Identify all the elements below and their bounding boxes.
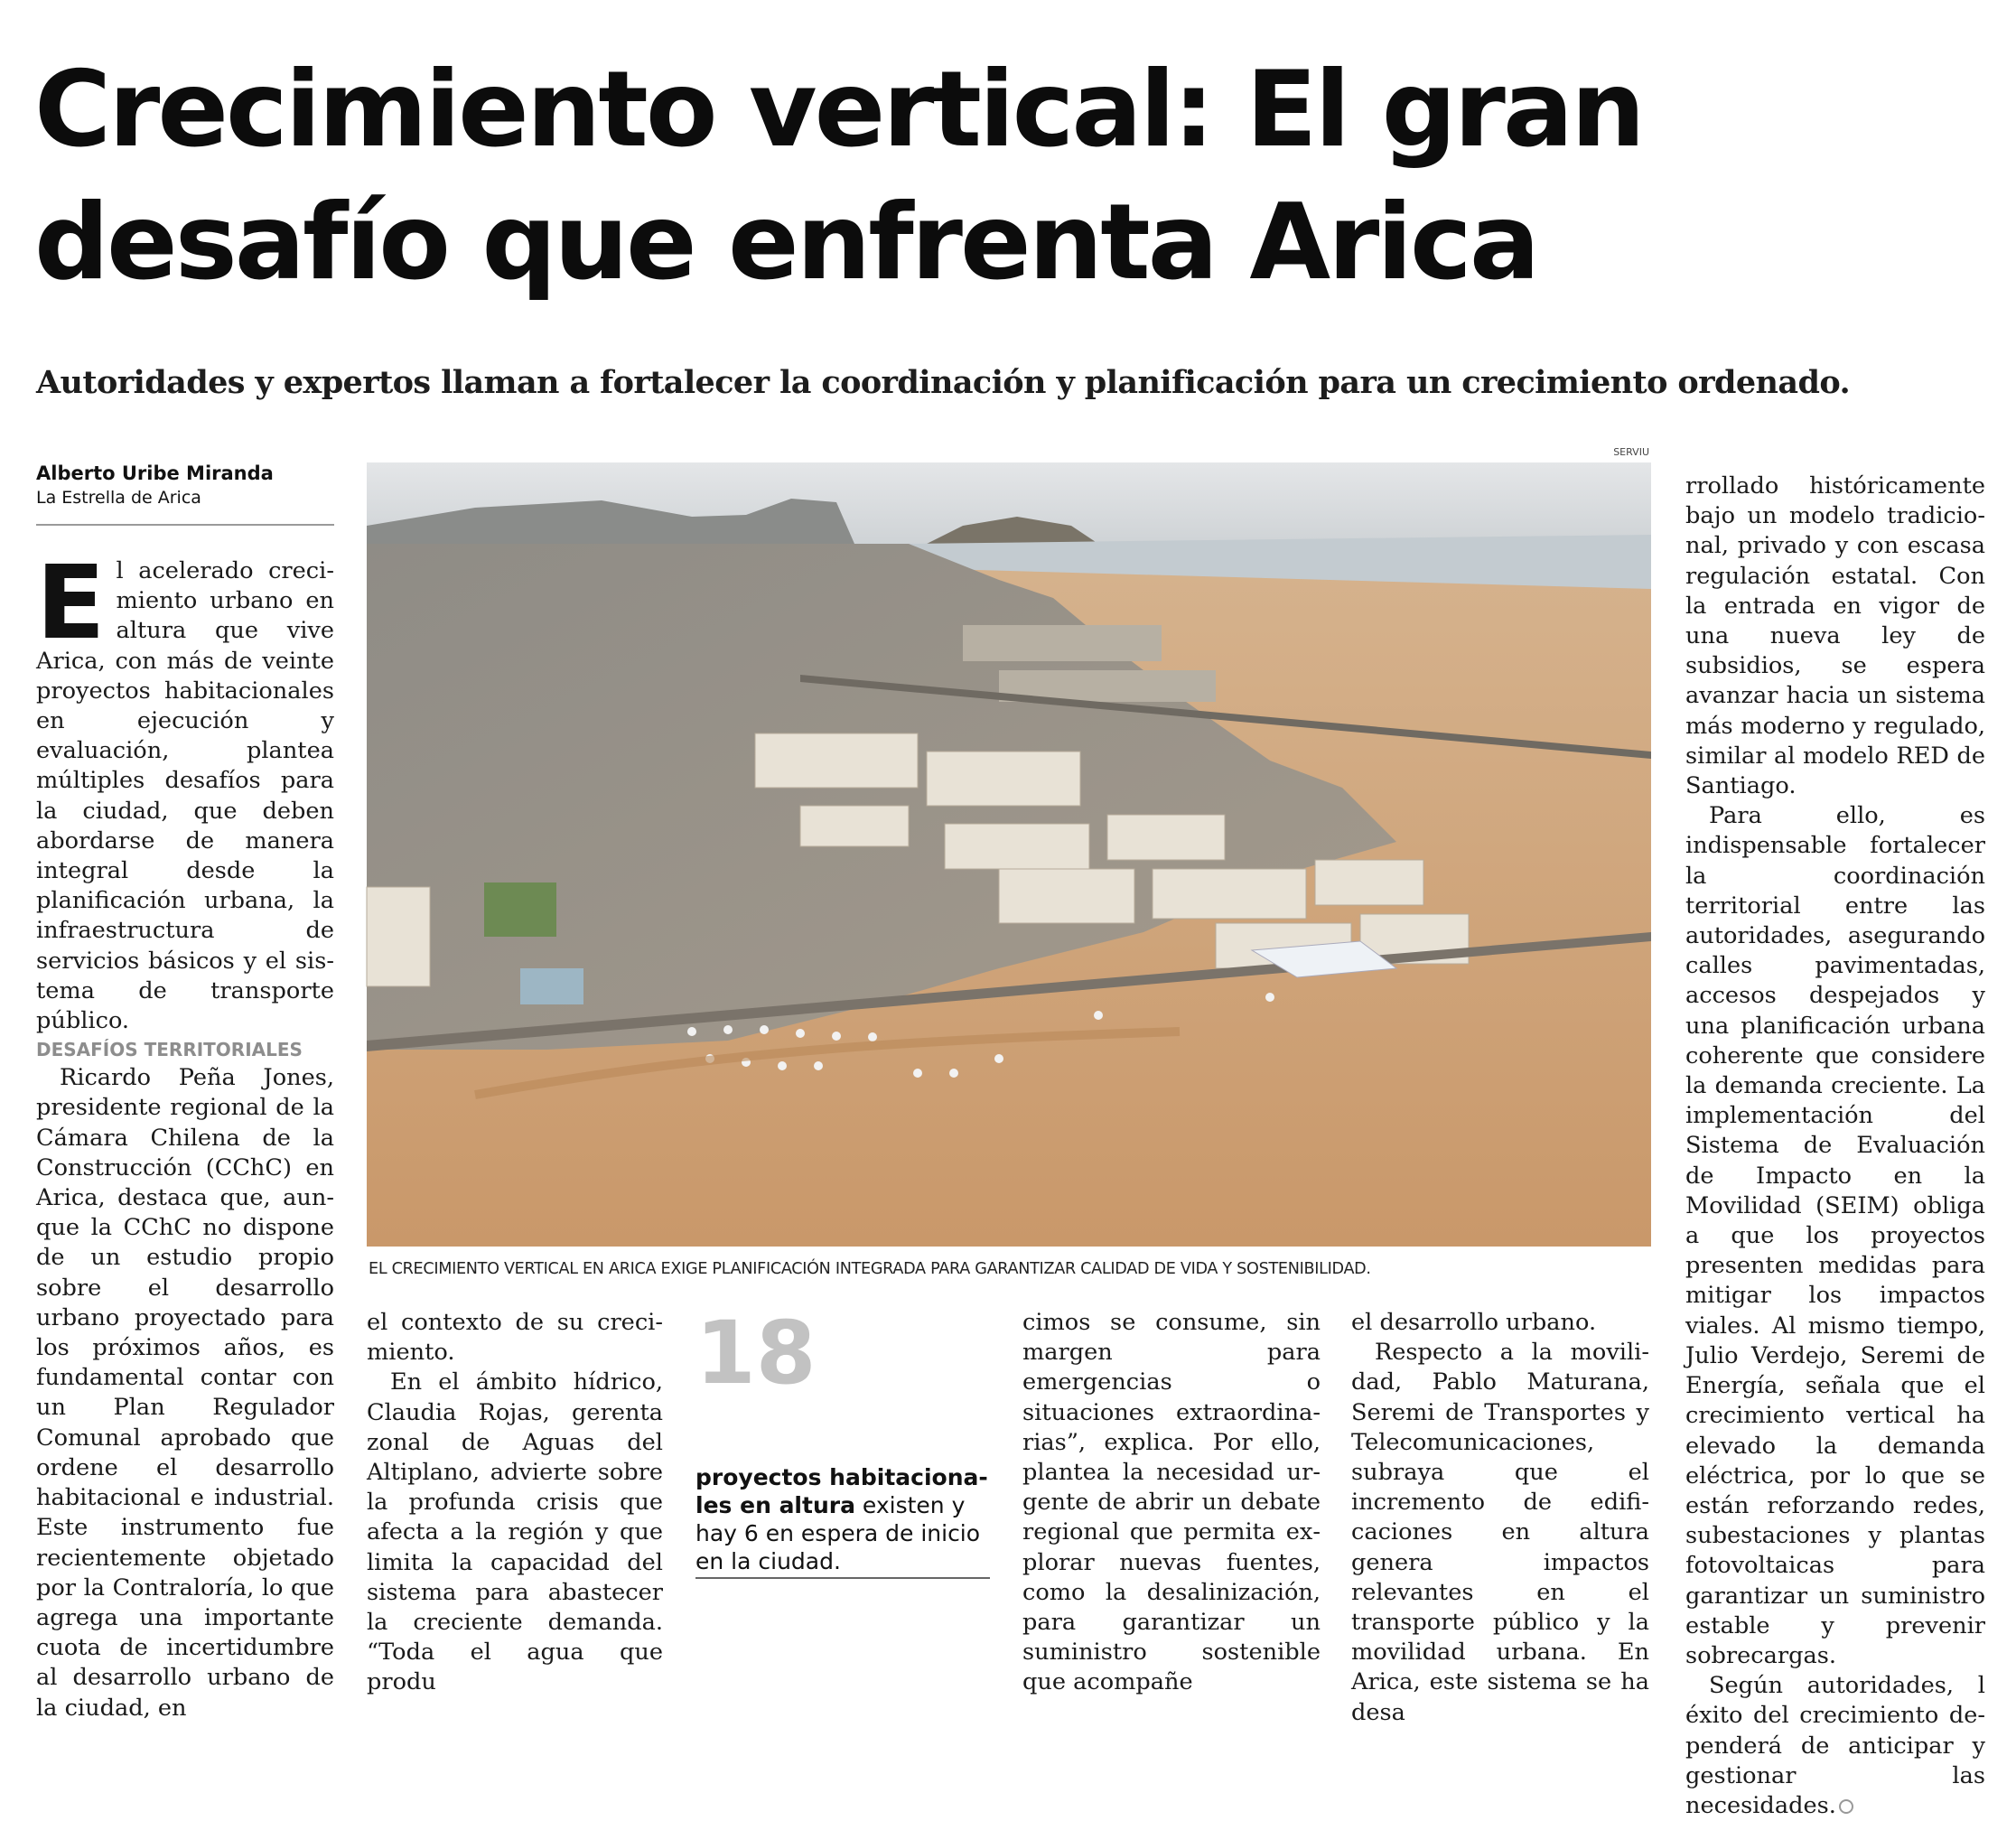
paragraph-coordinacion: Para ello, es indispensable fortalecer la coordinación territorial entre las autoridades, asegurando calles pavimentadas, accesos despejados y una planificación urbana coherente que considere la demanda creciente. La implementación del Sistema de Evaluación de Impacto en la Movilidad (SEIM) obliga a que los proyectos presenten medidas para mitigar los impactos viales. Al mismo tiempo, Julio Verdejo, Seremi de Energía, señala que el crecimiento vertical ha elevado la demanda eléctrica, por lo que se están reforzando redes, subestaciones y plantas fotovoltaicas para garantizar un suministro estable y prevenir sobrecargas. [1685,802,1985,1669]
photo-caption: EL CRECIMIENTO VERTICAL EN ARICA EXIGE PLANIFICACIÓN INTEGRADA PARA GARANTIZAR CALIDAD DE VIDA Y SOSTENIBILIDAD. [369,1260,1371,1278]
headline [34,43,2003,309]
paragraph-ricardo-pena: Ricardo Peña Jones, presidente regional de la Cámara Chilena de la Construcción (CChC) en Arica, destaca que, aunque la CChC no dispone de un estudio propio sobre el desarrollo urbano proyectado para los próximos años, es fundamental contar con un Plan Regulador Comunal aprobado que ordene el desarrollo habitacional e industrial. Este instrumento fue recientemente objetado por la Contraloría, lo que agrega una importante cuota de incertidumbre al desarrollo urbano de la ciudad, en [36,1064,334,1722]
paragraph-conclusion [1685,1671,1985,1821]
headline-line-1: Crecimiento vertical: El gran [34,49,1643,171]
stat-highlight: proyectos habitacionales en altura [695,1464,988,1518]
stat-number: 18 [695,1303,817,1404]
paragraph-pablo-maturana: Respecto a la movilidad, Pablo Maturana, Seremi de Transportes y Telecomunicaciones, subraya que el incremento de edificaciones en altura genera impactos relevantes en el transporte público y la movilidad urbana. En Arica, este sistema se ha desa [1351,1339,1649,1726]
byline-publication: La Estrella de Arica [36,488,201,508]
drop-cap: E [36,545,106,662]
lead-paragraph [36,545,334,1036]
article-column-3 [1022,1308,1321,1696]
paragraph-conclusion-text: Según autoridades, l éxito del crecimiento dependerá de anticipar y gestionar las necesidades. [1685,1672,1985,1819]
paragraph-claudia-rojas: En el ámbito hídrico, Claudia Rojas, gerenta zonal de Aguas del Altiplano, advierte sobre la profunda crisis que afecta a la región y que limita la capacidad del sistema para abastecer la creciente demanda. “Toda el agua que produ [367,1368,663,1696]
paragraph-consumo-agua: cimos se consume, sin margen para emergencias o situaciones extraordinarias”, explica. Por ello, plantea la necesidad urgente de abrir un debate regional que permita explorar nuevas fuentes, como la desalinización, para garantizar un suministro sostenible que acompañe [1022,1309,1321,1696]
byline-author: Alberto Uribe Miranda [36,462,274,484]
aerial-photo-illustration [367,462,1651,1247]
article-column-2 [367,1308,663,1696]
article-column-4 [1351,1308,1649,1726]
paragraph-modelo-red: rrollado históricamente bajo un modelo tradicional, privado y con escasa regulación estatal. Con la entrada en vigor de una nueva ley de subsidios, se espera avanzar hacia un sistema más moderno y regulado, similar al modelo RED de Santiago. [1685,472,1985,800]
byline [36,461,334,509]
article-column-5 [1685,472,1985,1819]
byline-divider [36,524,334,526]
paragraph-contexto: el contexto de su crecimiento. [367,1309,663,1367]
paragraph-desarrollo: el desarrollo urbano. [1351,1309,1597,1336]
stat-divider [695,1577,990,1579]
stat-description [695,1463,994,1575]
article-column-1 [36,545,334,1722]
end-of-article-icon [1839,1799,1853,1814]
headline-line-2: desafío que enfrenta Arica [34,182,1538,304]
photo-credit: SERVIU [1613,446,1649,458]
stat-rest: existen y hay 6 en espera de inicio en la ciudad. [695,1492,981,1574]
subheadline: Autoridades y expertos llaman a fortalecer la coordinación y planificación para un crecimiento ordenado. [36,364,1851,401]
lead-paragraph-text: l acelerado crecimiento urbano en altura que vive Arica, con más de veinte proyectos habitacionales en ejecución y evaluación, plantea múltiples desafíos para la ciudad, que deben abordarse de manera integral desde la planificación urbana, la infraestructura de servicios básicos y el sistema de transporte público. [36,557,334,1035]
section-heading: DESAFÍOS TERRITORIALES [36,1039,303,1061]
aerial-photo [367,462,1651,1247]
